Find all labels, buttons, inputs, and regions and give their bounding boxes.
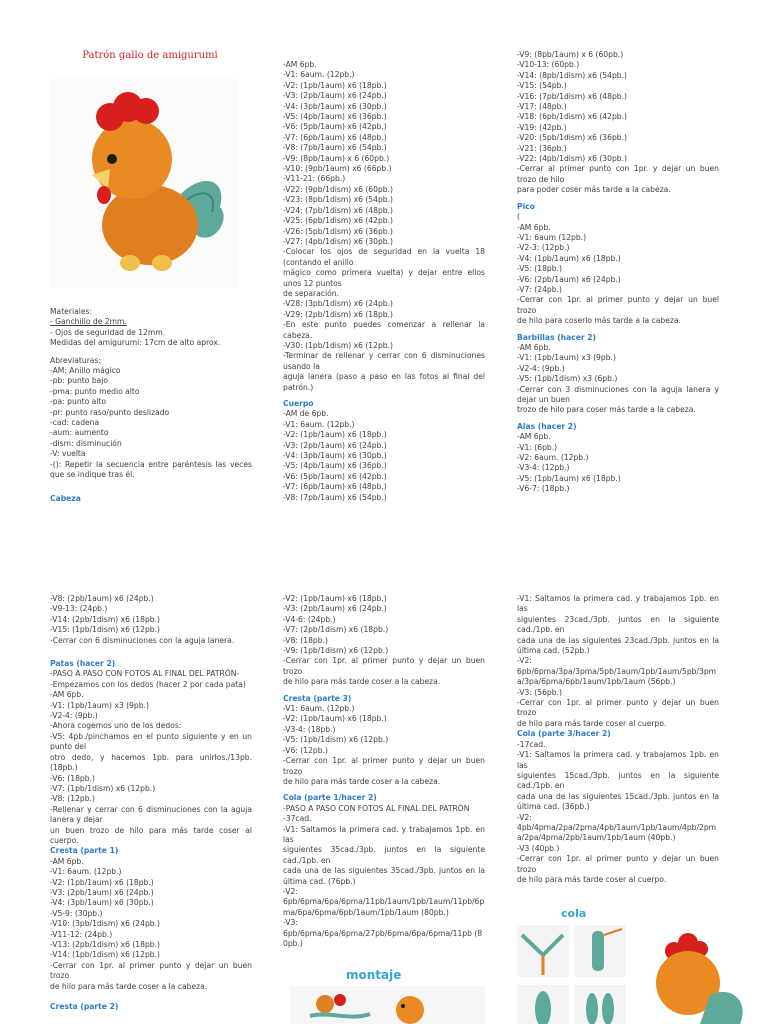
cresta3-close-note: -Cerrar con 1pr. al primer punto y dejar un buen trozo de hilo para más tarde coser a la cabeza. xyxy=(283,756,485,786)
cola2-rounds-2-3: -V2: 6pb/6pma/3pa/3pma/5pb/1aum/1pb/1aum/5pb/3pma/3pa/6pma/6pb/1aum/1pb/1aum (56pb.) -V3: (56pb.) xyxy=(517,656,717,697)
materials-line-3: Medidas del amigurumi: 17cm de alto aprox. xyxy=(50,338,221,348)
cresta1-close-note: -Cerrar con 1pr. al primer punto y dejar un buen trozo de hilo para más tarde coser a la cabeza. xyxy=(50,960,252,991)
barbillas-rounds: -AM 6pb. -V1: (1pb/1aum) x3 (9pb.) -V2-4: (9pb.) -V5: (1pb/1dism) x3 (6pb.) xyxy=(517,342,618,384)
pico-rounds: -AM 6pb. -V1: 6aum (12pb.) -V2-3: (12pb.) -V4: (1pb/1aum) x6 (18pb.) -V5: (18pb.) -V6: (2pb/1aum) x6 (24pb.) -V7: (24pb.) xyxy=(517,222,621,294)
cola3-round-1: -V1: Saltamos la primera cad. y trabajamos 1pb. en las siguientes 15cad./3pb. juntos en la siguiente cad./1pb. en cada una de las siguientes 15cad./3pb. juntos en la última cad. (36pb.) xyxy=(517,750,719,812)
column-2 xyxy=(283,60,485,503)
section-heading-alas: Alas (hacer 2) xyxy=(517,421,577,431)
rooster-with-tail-photo xyxy=(640,925,755,1024)
column-1 xyxy=(50,307,252,504)
cola3-rounds-2-3: -V2: 4pb/4pma/2pa/2pma/4pb/1aum/1pb/1aum/4pb/2pma/2pa/4pma/2pb/1aum/1pb/1aum (40pb.) -V3 (40pb.) xyxy=(517,812,717,853)
section-heading-cuerpo: Cuerpo xyxy=(283,399,314,408)
abbrev-line: -AM: Anillo mágico xyxy=(50,366,121,376)
patas-close-note: -Rellenar y cerrar con 6 disminuciones con la aguja lanera y dejar un buen trozo de hilo para más tarde coser al cuerpo. xyxy=(50,804,252,845)
cola2-close-note: -Cerrar con 1pr. al primer punto y dejar un buen trozo de hilo para más tarde coser al cuerpo. xyxy=(517,698,719,728)
cola3-close-note: -Cerrar con 1pr. al primer punto y dejar un buen trozo de hilo para más tarde coser al cuerpo. xyxy=(517,854,719,884)
pico-close-note: -Cerrar con 1pr. al primer punto y dejar un buel trozo de hilo para coserlo más tarde a la cabeza. xyxy=(517,295,719,326)
cola-step-photo-4 xyxy=(574,985,626,1024)
abbrev-line: -cad: cadena xyxy=(50,418,100,428)
head-stuff-note: -En este punto puedes comenzar a rellenar la cabeza. xyxy=(283,320,485,340)
head-rounds-2: -V28: (3pb/1dism) x6 (24pb.) -V29: (2pb/1dism) x6 (18pb.) xyxy=(283,299,393,319)
cola1-chain: -37cad. xyxy=(283,814,312,824)
section-heading-pico: Pico xyxy=(517,201,535,211)
head-eyes-note: -Colocar los ojos de seguridad en la vuelta 18 (contando el anillo mágico como primera vuelta) y dejar entre ellos unos 12 puntos de separación. xyxy=(283,247,485,298)
patas-rounds-2: -V6: (18pb.) -V7: (1pb/1dism) x6 (12pb.) -V8: (12pb.) xyxy=(50,773,156,804)
head-rounds: -AM 6pb. -V1: 6aum. (12pb.) -V2: (1pb/1aum) x6 (18pb.) -V3: (2pb/1aum) x6 (24pb.) -V4: (3pb/1aum) x6 (30pb.) -V5: (4pb/1aum) x6 (36pb.) -V6: (5pb/1aum) x6 (42pb.) -V7: (6pb/1aum) x6 (48pb.) -V8: (7pb/1aum) x6 (54pb.) -V9: (8pb/1aum) x 6 (60pb.) -V10: (9pb/1aum) x6 (66pb.) -V11-21: (66pb.) -V22: (9pb/1dism) x6 (60pb.) -V23: (8pb/1dism) x6 (54pb.) -V24: (7pb/1dism) x6 (48pb.) -V25: (6pb/1dism) x6 (42pb.) -V26: (5pb/1dism) x6 (36pb.) -V27: (4pb/1dism) x6 (30pb.) xyxy=(283,60,393,246)
materials-line-2: - Ojos de seguridad de 12mm. xyxy=(50,327,166,337)
patas-photo-note: -PASO A PASO CON FOTOS AL FINAL DEL PATRÓN- xyxy=(50,669,240,679)
page2-column-1 xyxy=(50,594,252,1012)
section-heading-cola-3: Cola (parte 3/hacer 2) xyxy=(517,729,611,739)
alas-rounds: -AM 6pb. -V1: (6pb.) -V2: 6aum. (12pb.) -V3-4: (12pb.) -V5: (1pb/1aum) x6 (18pb.) -V6-7: (18pb.) xyxy=(517,432,621,494)
abbrev-line: -pb: punto bajo xyxy=(50,376,109,386)
cola1-rounds-2-3: -V2: 6pb/6pma/6pa/6pma/11pb/1aum/1pb/1aum/11pb/6pma/6pa/6pma/6pb/1aum/1pb/1aum (80pb.) -V3: 6pb/6pma/6pa/6pma/27pb/6pma/6pa/6pma/11pb (80pb.) xyxy=(283,886,485,948)
body-close-note: -Cerrar al primer punto con 1pr. y dejar un buen trozo de hilo para poder coser más tarde a la cabeza. xyxy=(517,164,719,195)
section-heading-cresta-3: Cresta (parte 3) xyxy=(283,693,352,703)
abbrev-line: -pr: punto raso/punto deslizado xyxy=(50,407,170,417)
abbrev-line: -aum: aumento xyxy=(50,428,109,438)
abbrev-line: -pa: punto alto xyxy=(50,397,107,407)
abbrev-line: -(): Repetir la secuencia entre paréntesis las veces que se indique tras él. xyxy=(50,459,252,480)
head-rounds-3: -V30: (1pb/1dism) x6 (12pb.) xyxy=(283,340,393,350)
cola3-chain: -17cad. xyxy=(517,739,546,749)
materials-heading: Materiales: xyxy=(50,307,93,316)
cola2-round-1: -V1: Saltamos la primera cad. y trabajamos 1pb. en las siguientes 23cad./3pb. juntos en la siguiente cad./1pb. en cada una de las siguientes 23cad./3pb. juntos en la última cad. (52pb.) xyxy=(517,594,719,656)
abbrev-line: -V: vuelta xyxy=(50,449,86,459)
section-heading-cresta-2: Cresta (parte 2) xyxy=(50,1002,119,1012)
cresta3-rounds: -V1: 6aum. (12pb.) -V2: (1pb/1aum) x6 (18pb.) -V3-4: (18pb.) -V5: (1pb/1dism) x6 (12pb.) -V6: (12pb.) xyxy=(283,704,389,755)
rooster-photo xyxy=(50,77,238,289)
body-rounds-2: -V9: (8pb/1aum) x 6 (60pb.) -V10-13: (60pb.) -V14: (8pb/1dism) x6 (54pb.) -V15: (54pb.) -V16: (7pb/1dism) x6 (48pb.) -V17: (48pb.) -V18: (6pb/1dism) x6 (42pb.) -V19: (42pb.) -V20: (5pb/1dism) x6 (36pb.) -V21: (36pb.) -V22: (4pb/1dism) x6 (30pb.) xyxy=(517,50,627,164)
section-heading-barbillas: Barbillas (hacer 2) xyxy=(517,332,596,342)
cola-label: cola xyxy=(561,907,587,920)
cresta2-close-note: -Cerrar con 1pr. al primer punto y dejar un buen trozo de hilo para más tarde coser a la cabeza. xyxy=(283,656,485,687)
abbrev-heading: Abreviaturas: xyxy=(50,355,101,365)
montaje-label: montaje xyxy=(346,968,402,982)
cola-step-photo-3 xyxy=(517,985,569,1024)
abbrev-line: -pma: punto medio alto xyxy=(50,386,140,396)
section-heading-patas: Patas (hacer 2) xyxy=(50,659,116,669)
alas-rounds-2: -V8: (2pb/1aum) x6 (24pb.) -V9-13: (24pb.) -V14: (2pb/1dism) x6 (18pb.) -V15: (1pb/1dism) x6 (12pb.) -Cerrar con 6 disminuciones con la aguja lanera. xyxy=(50,594,235,645)
cola-step-photo-1 xyxy=(517,925,569,977)
body-rounds: -AM de 6pb. -V1: 6aum. (12pb.) -V2: (1pb/1aum) x6 (18pb.) -V3: (2pb/1aum) x6 (24pb.) -V4: (3pb/1aum) x6 (30pb.) -V5: (4pb/1aum) x6 (36pb.) -V6: (5pb/1aum) x6 (42pb.) -V7: (6pb/1aum) x6 (48pb.) -V8: (7pb/1aum) x6 (54pb.) xyxy=(283,409,387,502)
cola1-round-1: -V1: Saltamos la primera cad. y trabajamos 1pb. en las siguientes 35cad./3pb. juntos en la siguiente cad./1pb. en cada una de las siguientes 35cad./3pb. juntos en la última cad. (76pb.) xyxy=(283,824,485,886)
patas-join-note: -V5: 4pb./pinchamos en el punto siguiente y en un punto del otro dedo, y hacemos 1pb. para unirlos./13pb. (18pb.) xyxy=(50,731,252,773)
section-heading-cabeza: Cabeza xyxy=(50,493,81,503)
head-close-note: -Terminar de rellenar y cerrar con 6 disminuciones usando la aguja lanera (paso a paso en las fotos al final del patrón.) xyxy=(283,351,485,392)
materials-line-1[interactable]: - Ganchillo de 2mm. xyxy=(50,317,127,327)
section-heading-cola-1: Cola (parte 1/hacer 2) xyxy=(283,793,377,803)
pico-paren: ( xyxy=(517,212,520,222)
page-title: Patrón gallo de amigurumi xyxy=(82,50,218,61)
page2-column-3 xyxy=(517,594,719,885)
cresta1-rounds: -AM 6pb. -V1: 6aum. (12pb.) -V2: (1pb/1aum) x6 (18pb.) -V3: (2pb/1aum) x6 (24pb.) -V4: (3pb/1aum) x6 (30pb.) -V5-9: (30pb.) -V10: (3pb/1dism) x6 (24pb.) -V11-12: (24pb.) -V13: (2pb/1dism) x6 (18pb.) -V14: (1pb/1dism) x6 (12pb.) xyxy=(50,856,160,960)
cresta2-rounds: -V2: (1pb/1aum) x6 (18pb.) -V3: (2pb/1aum) x6 (24pb.) -V4-6: (24pb.) -V7: (2pb/1dism) x6 (18pb.) -V8: (18pb.) -V9: (1pb/1dism) x6 (12pb.) xyxy=(283,594,389,656)
section-heading-cresta-1: Cresta (parte 1) xyxy=(50,846,119,856)
page2-column-2 xyxy=(283,594,485,949)
abbrev-line: -dism: disminución xyxy=(50,438,122,448)
cola-step-photo-2 xyxy=(574,925,626,977)
montaje-photo xyxy=(290,986,485,1024)
patas-rounds: -Empezamos con los dedos (hacer 2 por cada pata) -AM 6pb. -V1: (1pb/1aum) x3 (9pb.) -V2-4: (9pb.) -Ahora cogemos uno de los dedos: xyxy=(50,679,246,731)
barbillas-close-note: -Cerrar con 3 disminuciones con la aguja lanera y dejar un buen trozo de hilo para coser más tarde a la cabeza. xyxy=(517,384,719,415)
column-3 xyxy=(517,50,719,495)
cola1-photo-note: -PASO A PASO CON FOTOS AL FINAL DEL PATRÓN xyxy=(283,803,470,813)
